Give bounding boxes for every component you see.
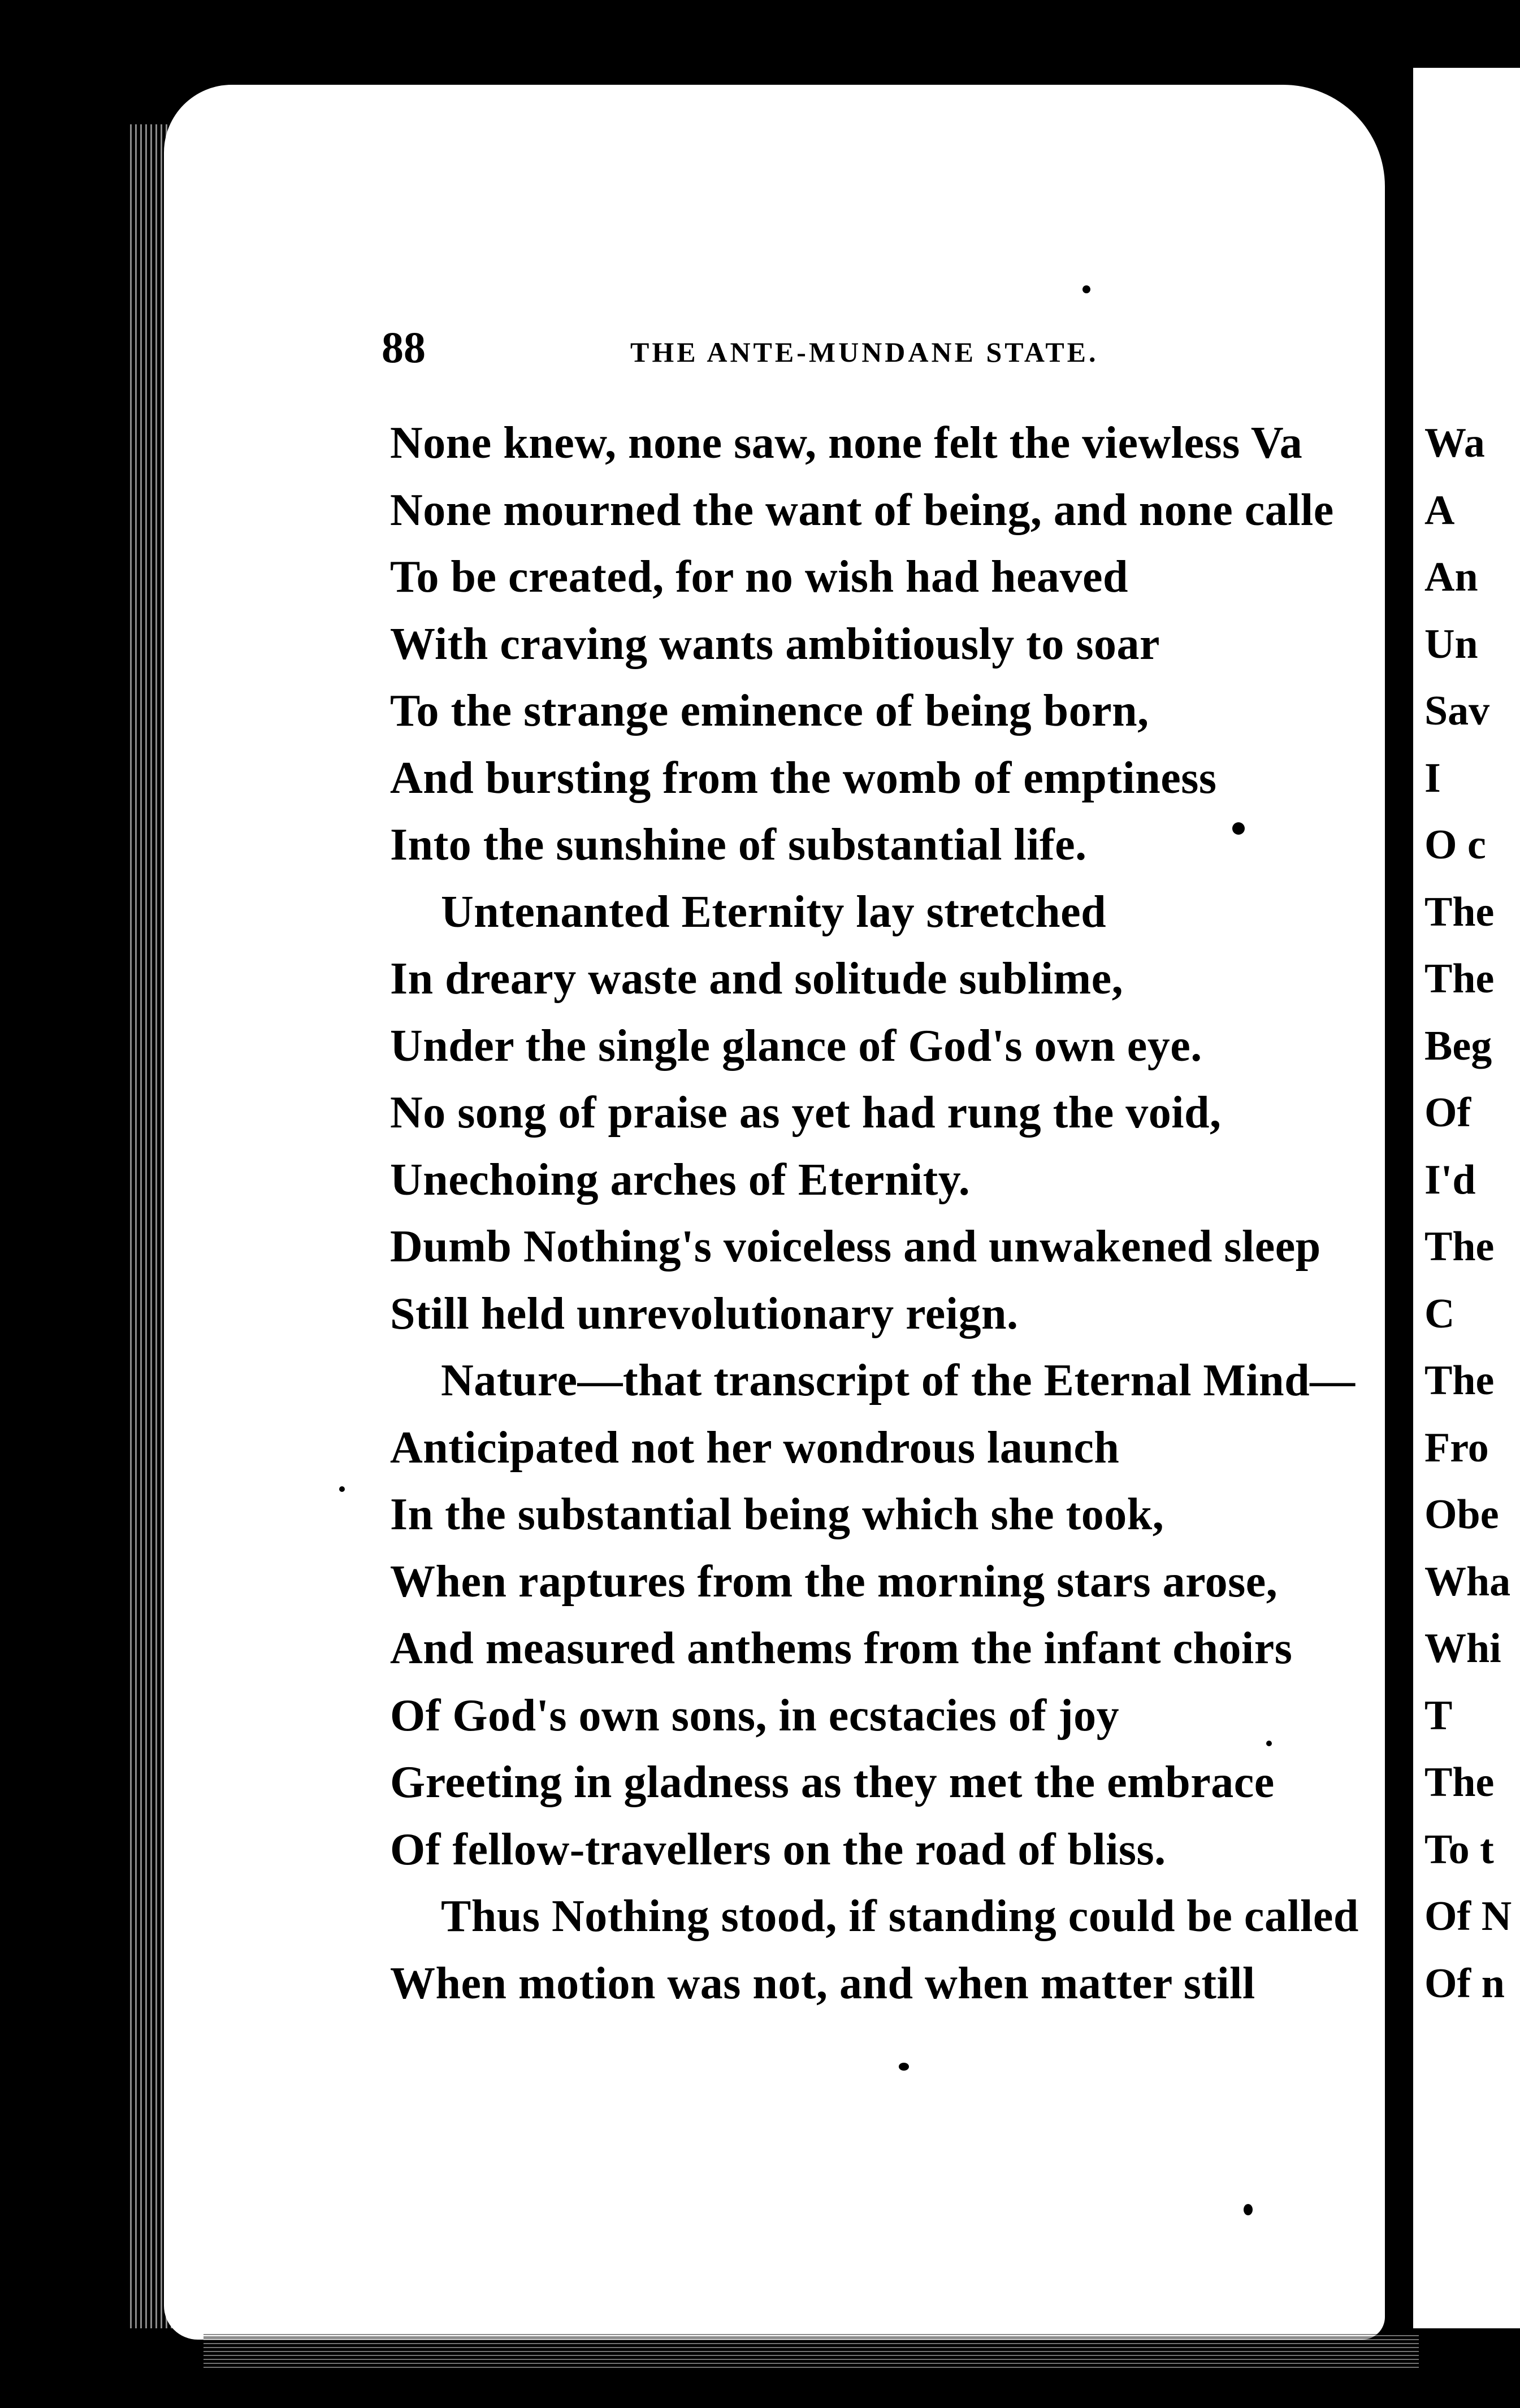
ink-speck <box>339 1486 345 1492</box>
facing-page-fragment: Of <box>1424 1090 1471 1136</box>
poem-line: To the strange eminence of being born, <box>390 686 1149 736</box>
ink-speck <box>1266 1741 1272 1746</box>
poem-line: And measured anthems from the infant choirs <box>390 1624 1293 1673</box>
poem-line: Thus Nothing stood, if standing could be called <box>441 1891 1359 1941</box>
facing-page-fragment: Obe <box>1424 1491 1499 1538</box>
facing-page-fragment: An <box>1424 554 1478 600</box>
poem-text <box>390 410 1402 2017</box>
facing-page-fragment: The <box>1424 1759 1495 1806</box>
facing-page-fragment: Of n <box>1424 1960 1505 2007</box>
facing-page-fragment: Un <box>1424 621 1478 667</box>
poem-line: Unechoing arches of Eternity. <box>390 1155 971 1205</box>
page-edge-shadow-bottom <box>203 2334 1419 2368</box>
poem-line: And bursting from the womb of emptiness <box>390 753 1217 803</box>
running-title: THE ANTE-MUNDANE STATE. <box>630 336 1099 368</box>
poem-line: Of fellow-travellers on the road of bliss. <box>390 1824 1166 1875</box>
poem-line: Dumb Nothing's voiceless and unwakened sleep <box>390 1222 1321 1272</box>
poem-line: Anticipated not her wondrous launch <box>390 1422 1120 1473</box>
poem-line: None knew, none saw, none felt the viewless Va <box>390 418 1303 468</box>
ink-speck <box>1082 285 1090 293</box>
poem-line: Still held unrevolutionary reign. <box>390 1288 1019 1339</box>
poem-line: Of God's own sons, in ecstacies of joy <box>390 1690 1120 1741</box>
facing-page-fragment: C <box>1424 1290 1455 1337</box>
poem-line: Nature—that transcript of the Eternal Mind— <box>441 1356 1356 1405</box>
facing-page-fragment: Whi <box>1424 1625 1501 1672</box>
page-number: 88 <box>382 323 426 372</box>
poem-line: None mourned the want of being, and none calle <box>390 485 1334 535</box>
poem-line: In dreary waste and solitude sublime, <box>390 954 1124 1004</box>
facing-page-fragment: Sav <box>1424 688 1490 734</box>
facing-page-fragment: Wa <box>1424 420 1485 466</box>
facing-page-text <box>1424 410 1512 2017</box>
running-head <box>382 316 1229 379</box>
poem-line: When raptures from the morning stars arose, <box>390 1556 1278 1607</box>
facing-page-fragment: The <box>1424 956 1495 1002</box>
ink-speck <box>899 2063 909 2071</box>
facing-page-fragment: Beg <box>1424 1022 1492 1069</box>
facing-page-fragment: Wha <box>1424 1558 1511 1605</box>
poem-line: Under the single glance of God's own eye. <box>390 1021 1202 1071</box>
facing-page-fragment: Of N <box>1424 1893 1512 1940</box>
ink-speck <box>1244 2204 1253 2215</box>
poem-line: With craving wants ambitiously to soar <box>390 619 1160 669</box>
facing-page-fragment: I'd <box>1424 1156 1476 1203</box>
facing-page-fragment: Fro <box>1424 1424 1489 1471</box>
facing-page-fragment: To t <box>1424 1826 1494 1873</box>
poem-line: No song of praise as yet had rung the void, <box>390 1088 1222 1138</box>
facing-page-fragment: The <box>1424 1223 1495 1270</box>
facing-page-fragment: T <box>1424 1692 1453 1739</box>
facing-page-fragment: The <box>1424 1357 1495 1404</box>
facing-page-fragment: The <box>1424 888 1495 935</box>
facing-page-fragment: I <box>1424 754 1441 801</box>
poem-line: Into the sunshine of substantial life. <box>390 820 1087 870</box>
ink-speck <box>1232 822 1245 835</box>
poem-line: Greeting in gladness as they met the embrace <box>390 1758 1275 1807</box>
poem-line: In the substantial being which she took, <box>390 1490 1164 1539</box>
facing-page-fragment: O c <box>1424 822 1486 868</box>
poem-line: Untenanted Eternity lay stretched <box>441 887 1107 937</box>
poem-line: To be created, for no wish had heaved <box>390 552 1129 602</box>
facing-page-fragment: A <box>1424 487 1455 533</box>
poem-line: When motion was not, and when matter still <box>390 1958 1255 2008</box>
